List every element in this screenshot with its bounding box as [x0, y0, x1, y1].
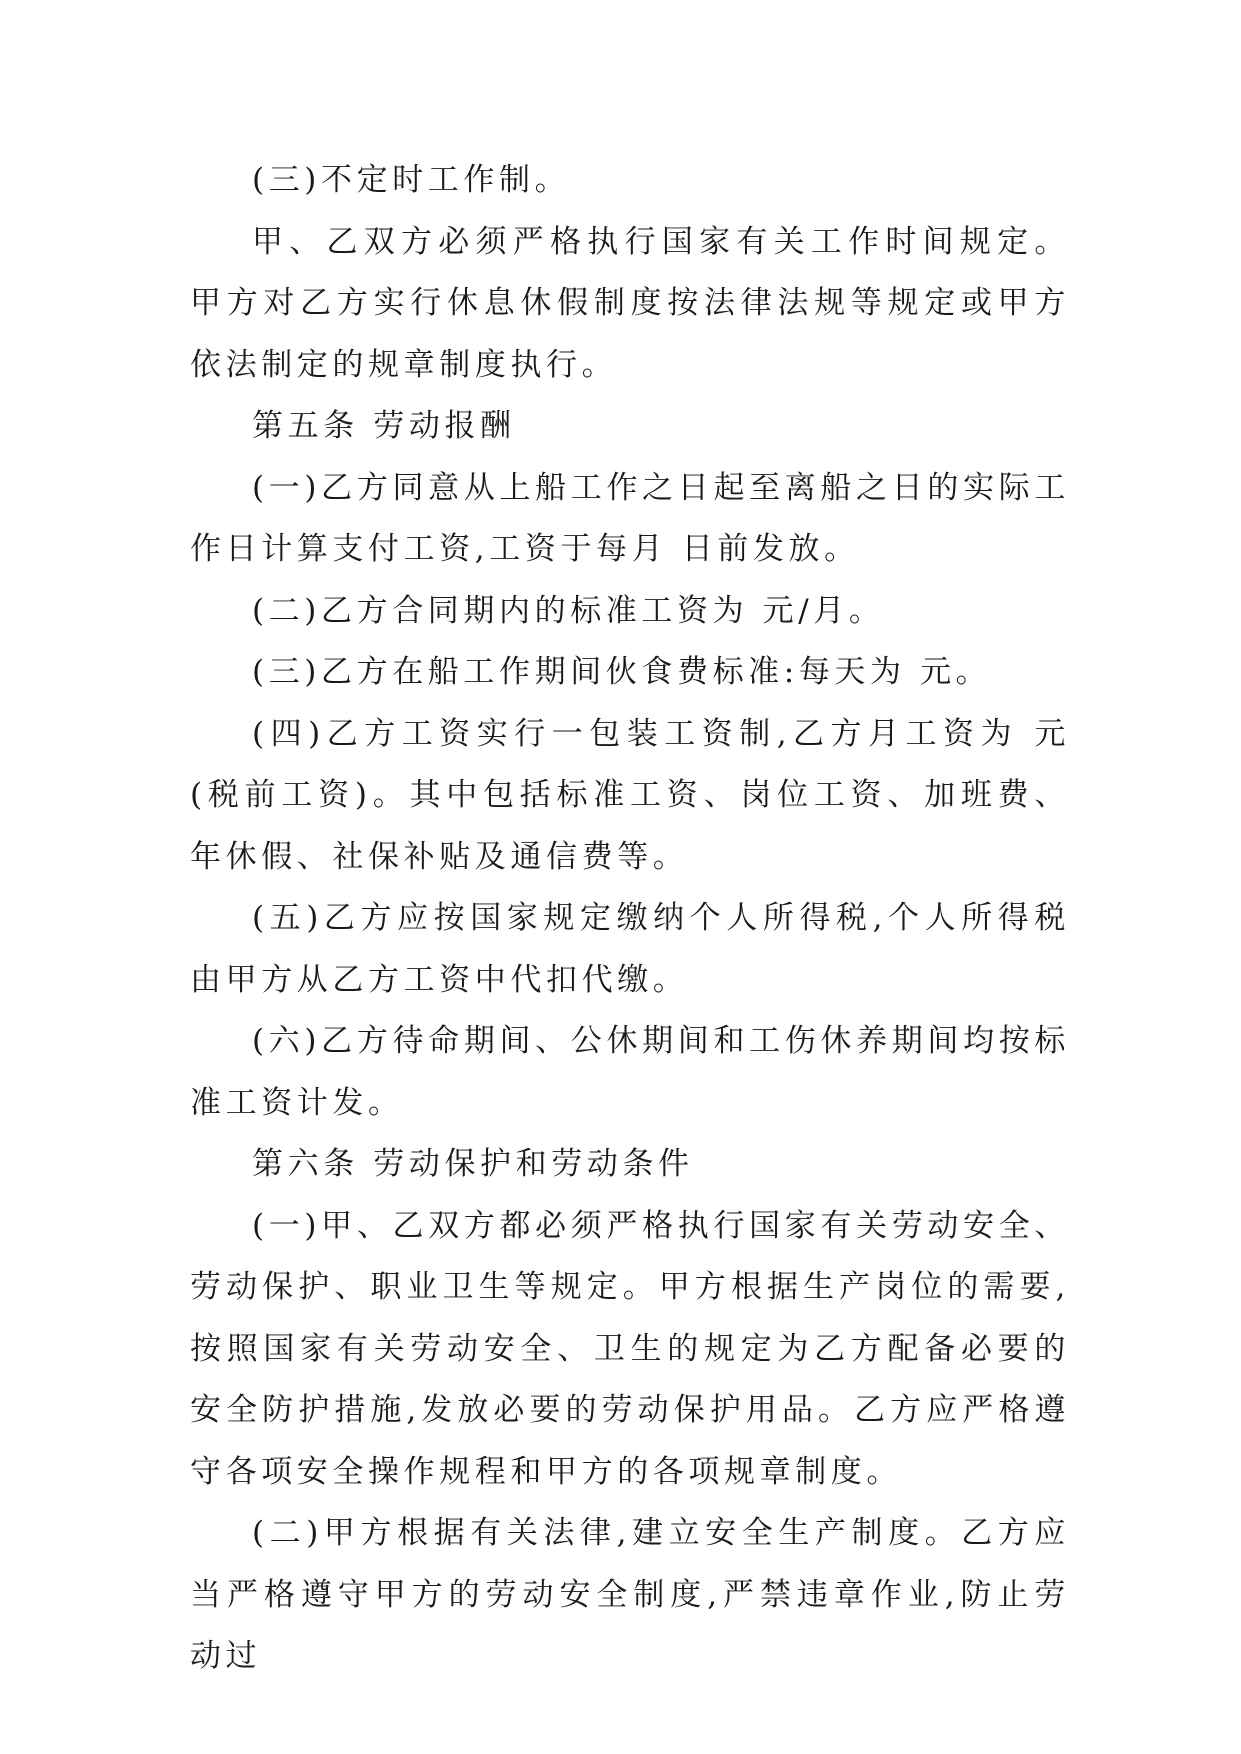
paragraph-item-3-unfixed-hours: (三)不定时工作制。	[252, 162, 571, 198]
paragraph-working-hours-rule: 甲、乙双方必须严格执行国家有关工作时间规定。甲方对乙方实行休息休假制度按法律法规等规定或甲方依法制定的规章制度执行。	[190, 223, 1070, 383]
paragraph-5-3-meal-allowance: (三)乙方在船工作期间伙食费标准:每天为 元。	[252, 654, 992, 690]
article-5-heading: 第五条 劳动报酬	[252, 408, 516, 444]
paragraph-6-2-safety-system: (二)甲方根据有关法律,建立安全生产制度。乙方应当严格遵守甲方的劳动安全制度,严禁违章作业,防止劳动过	[190, 1515, 1070, 1674]
paragraph-5-6-standby-pay: (六)乙方待命期间、公休期间和工伤休养期间均按标准工资计发。	[190, 1023, 1070, 1121]
paragraph-5-5-income-tax: (五)乙方应按国家规定缴纳个人所得税,个人所得税由甲方从乙方工资中代扣代缴。	[190, 900, 1070, 998]
article-6-heading: 第六条 劳动保护和劳动条件	[252, 1146, 694, 1182]
paragraph-5-4-package-wage: (四)乙方工资实行一包装工资制,乙方月工资为 元(税前工资)。其中包括标准工资、岗位工资、加班费、年休假、社保补贴及通信费等。	[190, 715, 1070, 875]
paragraph-5-1-wage-calculation: (一)乙方同意从上船工作之日起至离船之日的实际工作日计算支付工资,工资于每月 日前发放。	[190, 469, 1070, 567]
document-body	[190, 150, 1070, 1688]
paragraph-6-1-labor-safety: (一)甲、乙双方都必须严格执行国家有关劳动安全、劳动保护、职业卫生等规定。甲方根据生产岗位的需要,按照国家有关劳动安全、卫生的规定为乙方配备必要的安全防护措施,发放必要的劳动保护用品。乙方应严格遵守各项安全操作规程和甲方的各项规章制度。	[190, 1207, 1070, 1490]
paragraph-5-2-standard-wage: (二)乙方合同期内的标准工资为 元/月。	[252, 592, 885, 629]
